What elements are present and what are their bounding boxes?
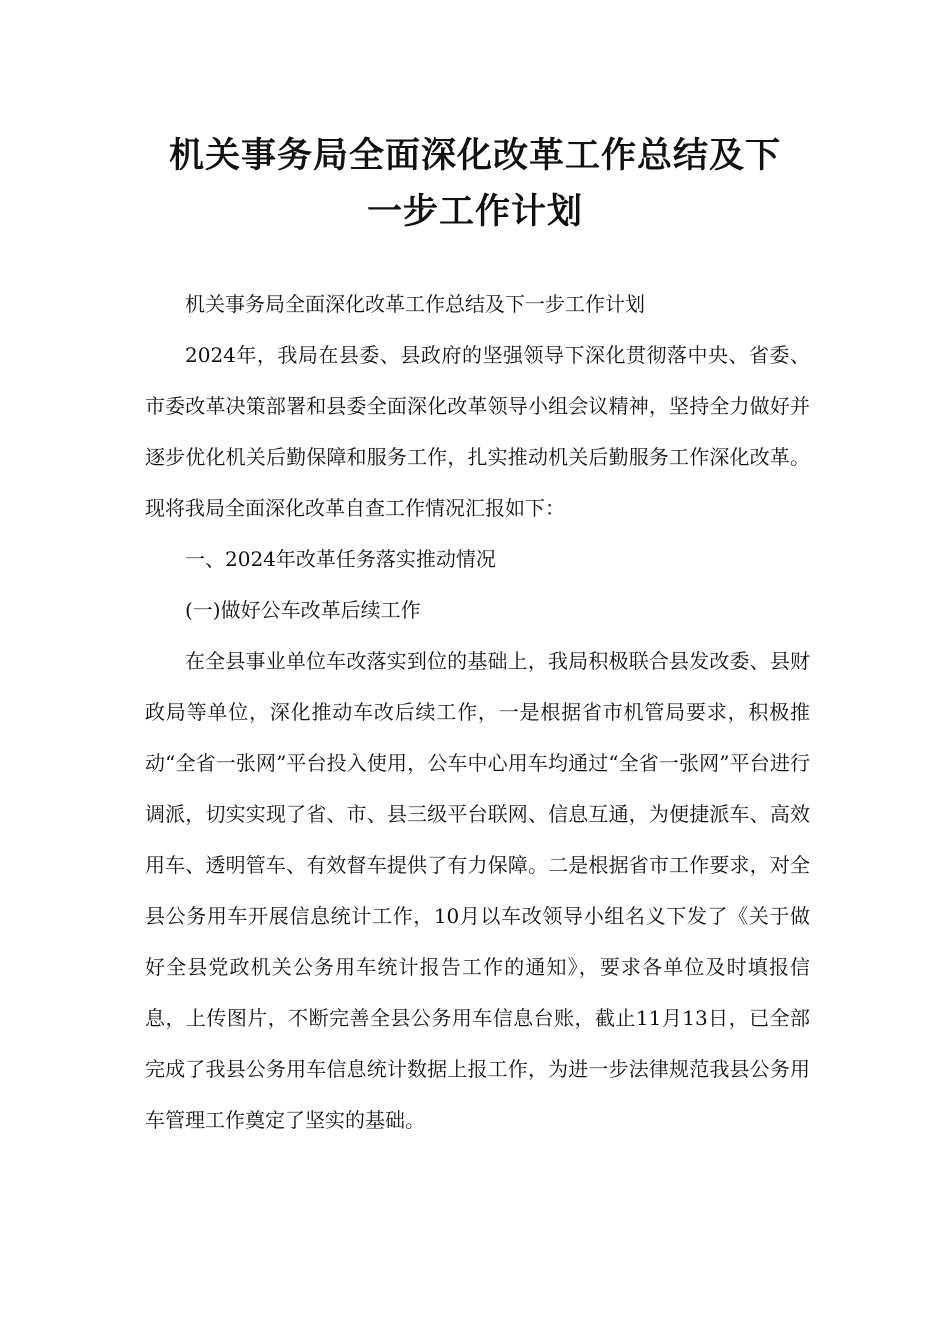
intro-paragraph: 2024年，我局在县委、县政府的坚强领导下深化贯彻落中央、省委、市委改革决策部署和县委全面深化改革领导小组会议精神，坚持全力做好并逐步优化机关后勤保障和服务工作，扎实推动机关后勤服务工作深化改革。现将我局全面深化改革自查工作情况汇报如下： <box>145 343 810 520</box>
title-line-1: 机关事务局全面深化改革工作总结及下 <box>168 136 781 176</box>
document-body <box>145 279 810 1146</box>
title-line-2: 一步工作计划 <box>366 192 583 232</box>
document-title <box>140 128 810 240</box>
section-1-heading: 一、2024年改革任务落实推动情况 <box>185 547 496 571</box>
document-subtitle: 机关事务局全面深化改革工作总结及下一步工作计划 <box>185 292 645 316</box>
subsection-1-heading: (一)做好公车改革后续工作 <box>185 598 421 622</box>
subsection-1-paragraph: 在全县事业单位车改落实到位的基础上，我局积极联合县发改委、县财政局等单位，深化推动车改后续工作，一是根据省市机管局要求，积极推动“全省一张网”平台投入使用，公车中心用车均通过“全省一张网”平台进行调派，切实实现了省、市、县三级平台联网、信息互通，为便捷派车、高效用车、透明管车、有效督车提供了有力保障。二是根据省市工作要求，对全县公务用车开展信息统计工作，10月以车改领导小组名义下发了《关于做好全县党政机关公务用车统计报告工作的通知》，要求各单位及时填报信息，上传图片，不断完善全县公务用车信息台账，截止11月13日，已全部完成了我县公务用车信息统计数据上报工作，为进一步法律规范我县公务用车管理工作奠定了坚实的基础。 <box>145 649 810 1132</box>
